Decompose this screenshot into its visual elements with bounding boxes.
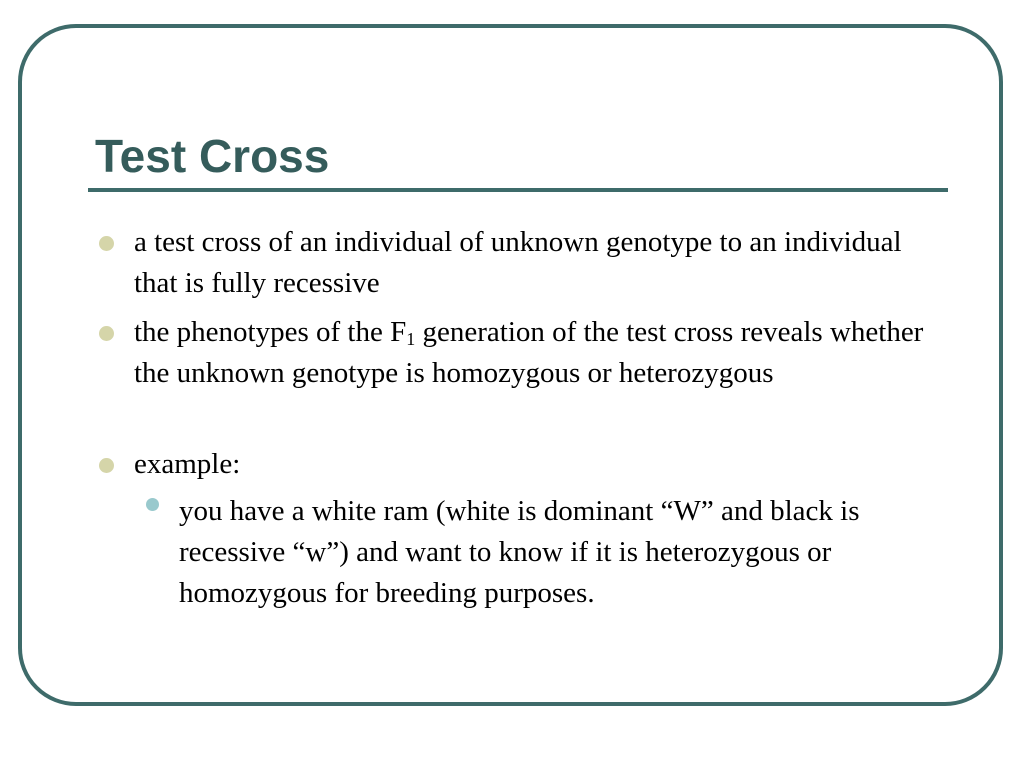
slide-title: Test Cross — [95, 130, 330, 182]
bullet-text: the phenotypes of the F — [134, 316, 407, 348]
sub-bullet-dot-icon — [146, 498, 159, 511]
bullet-dot-icon — [99, 326, 114, 341]
title-underline — [88, 188, 948, 192]
bullet-text: generation of the test cross reveals whether the unknown genotype is homozygous or heterozygous — [134, 316, 924, 389]
bullet-item: a test cross of an individual of unknown genotype to an individual that is fully recessive — [134, 226, 902, 299]
bullet-dot-icon — [99, 458, 114, 473]
bullet-dot-icon — [99, 236, 114, 251]
bullet-item: example: — [134, 448, 241, 480]
subscript: 1 — [406, 329, 416, 349]
bullet-item — [134, 312, 934, 394]
sub-bullet-item: you have a white ram (white is dominant “W” and black is recessive “w”) and want to know if it is heterozygous or homozygous for breeding purposes. — [179, 495, 860, 609]
